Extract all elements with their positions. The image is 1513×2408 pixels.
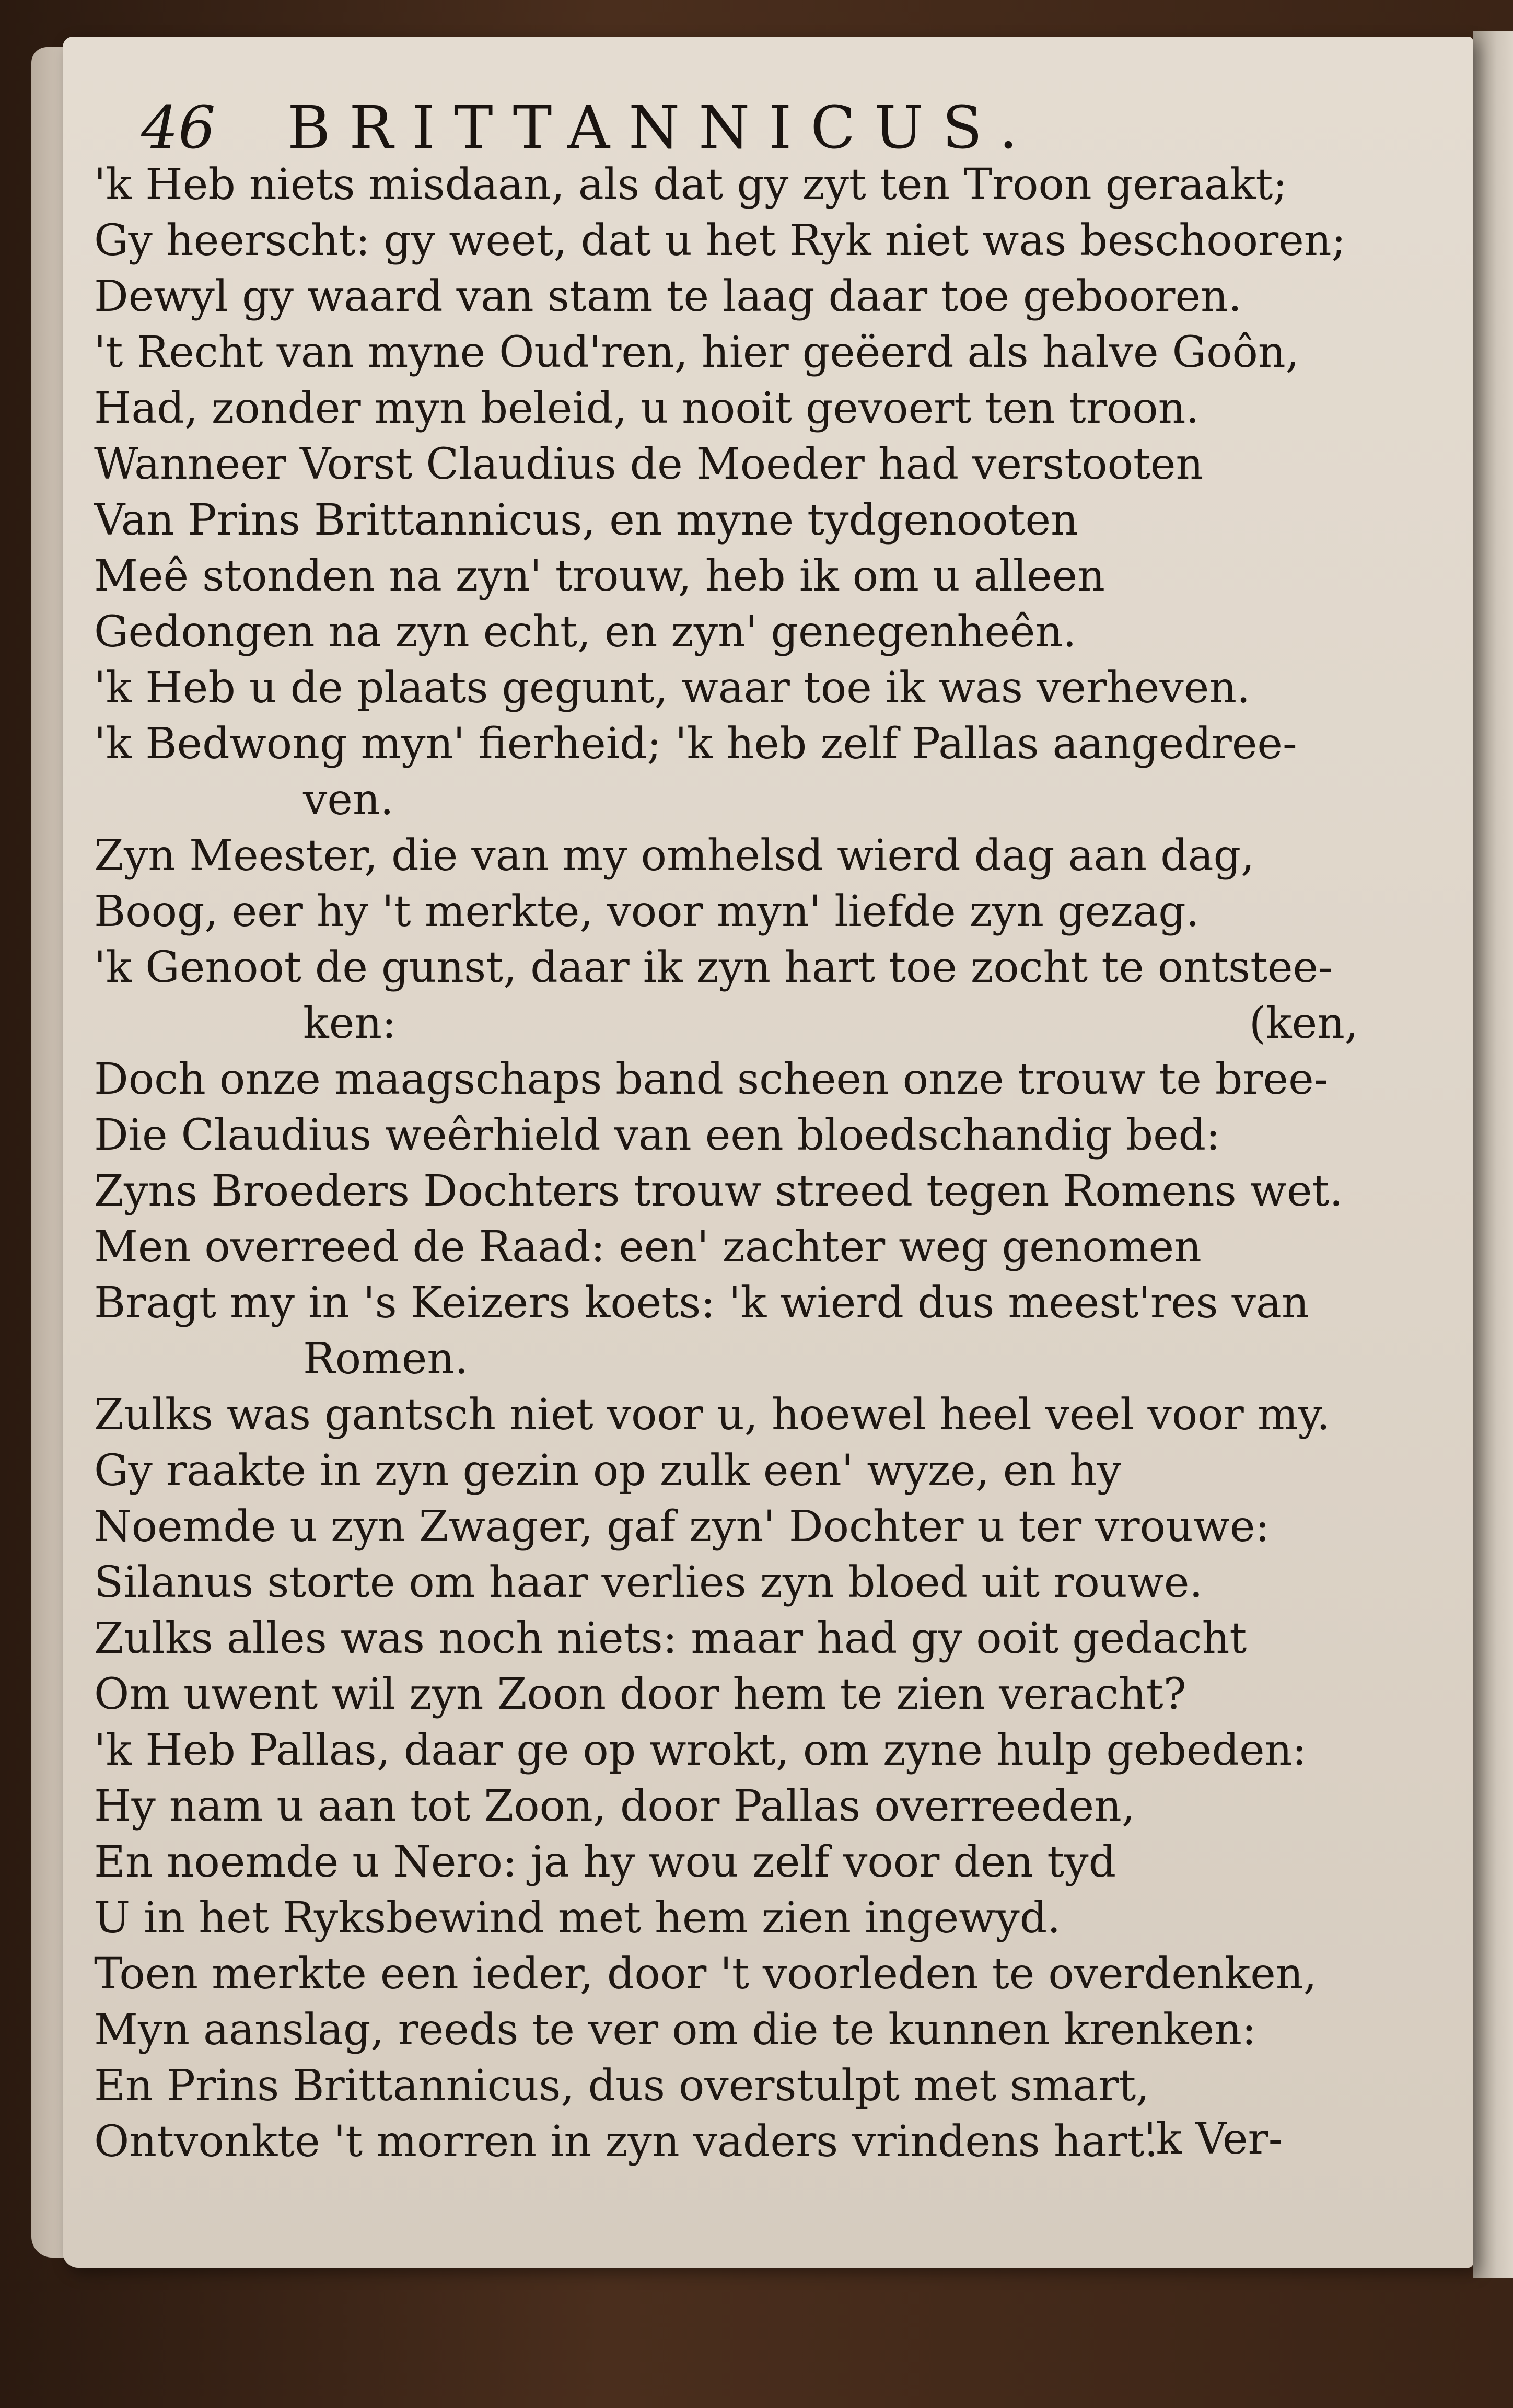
verse-line-text: Wanneer Vorst Claudius de Moeder had verstooten	[94, 439, 1204, 489]
verse-line-text: Romen.	[303, 1334, 469, 1384]
verse-line-text: Men overreed de Raad: een' zachter weg genomen	[94, 1222, 1202, 1272]
verse-line	[94, 380, 1379, 436]
verse-line	[94, 1051, 1379, 1107]
verse-line-text: 'k Heb niets misdaan, als dat gy zyt ten Troon geraakt;	[94, 160, 1288, 210]
verse-line	[94, 325, 1379, 380]
verse-line	[94, 1163, 1379, 1219]
page-number: 46	[141, 94, 216, 162]
verse-line	[94, 995, 1379, 1051]
verse-line	[94, 1107, 1379, 1163]
verse-line-text: Dewyl gy waard van stam te laag daar toe gebooren.	[94, 272, 1242, 321]
verse-line-text: Bragt my in 's Keizers koets: 'k wierd dus meest'res van	[94, 1278, 1309, 1328]
verse-line	[94, 1890, 1379, 1946]
running-title: BRITTANNICUS.	[287, 94, 1037, 162]
verse-line-text: Had, zonder myn beleid, u nooit gevoert ten troon.	[94, 384, 1200, 433]
verse-line-text: Zulks alles was noch niets: maar had gy ooit gedacht	[94, 1614, 1247, 1663]
verse-line	[94, 1555, 1379, 1611]
verse-line	[94, 1778, 1379, 1834]
verse-line	[94, 604, 1379, 660]
verse-line-text: Silanus storte om haar verlies zyn bloed uit rouwe.	[94, 1558, 1203, 1607]
page-header	[141, 89, 1186, 167]
verse-line-text: Zyn Meester, die van my omhelsd wierd dag aan dag,	[94, 831, 1255, 881]
verse-line-text: 'k Heb Pallas, daar ge op wrokt, om zyne hulp gebeden:	[94, 1726, 1307, 1775]
verse-line-text: Om uwent wil zyn Zoon door hem te zien veracht?	[94, 1670, 1186, 1719]
verse-line	[94, 1834, 1379, 1890]
verse-line	[94, 269, 1379, 325]
verse-text	[94, 157, 1379, 2170]
verse-line	[94, 1611, 1379, 1666]
verse-line-text: 'k Bedwong myn' fierheid; 'k heb zelf Pallas aangedree-	[94, 719, 1297, 769]
verse-line-text: Gy heerscht: gy weet, dat u het Ryk niet was beschooren;	[94, 216, 1346, 265]
verse-line	[94, 1666, 1379, 1722]
verse-line	[94, 548, 1379, 604]
verse-line	[94, 157, 1379, 213]
verse-line-text: Meê stonden na zyn' trouw, heb ik om u alleen	[94, 551, 1105, 601]
verse-line	[94, 884, 1379, 940]
verse-line-text: Doch onze maagschaps band scheen onze trouw te bree-	[94, 1055, 1329, 1104]
verse-line-text: 't Recht van myne Oud'ren, hier geëerd als halve Goôn,	[94, 328, 1299, 377]
verse-line-text: Gy raakte in zyn gezin op zulk een' wyze, en hy	[94, 1446, 1122, 1496]
verse-line	[94, 660, 1379, 716]
verse-line-turnup: (ken,	[1249, 999, 1358, 1048]
verse-line-text: En noemde u Nero: ja hy wou zelf voor den tyd	[94, 1837, 1116, 1887]
verse-line-text: ven.	[303, 775, 394, 825]
verse-line-text: Die Claudius weêrhield van een bloedschandig bed:	[94, 1110, 1220, 1160]
verse-line	[94, 1499, 1379, 1555]
verse-line-text: 'k Genoot de gunst, daar ik zyn hart toe zocht te ontstee-	[94, 943, 1333, 992]
verse-line	[94, 828, 1379, 884]
verse-line	[94, 436, 1379, 492]
verse-line-text: 'k Heb u de plaats gegunt, waar toe ik was verheven.	[94, 663, 1251, 713]
verse-line	[94, 772, 1379, 828]
verse-line	[94, 1331, 1379, 1387]
verse-line-text: Zyns Broeders Dochters trouw streed tegen Romens wet.	[94, 1166, 1343, 1216]
verse-line-text: Myn aanslag, reeds te ver om die te kunnen krenken:	[94, 2005, 1256, 2055]
verse-line	[94, 1387, 1379, 1443]
verse-line	[94, 1722, 1379, 1778]
verse-line	[94, 716, 1379, 772]
verse-line	[94, 940, 1379, 995]
verse-line-text: Gedongen na zyn echt, en zyn' genegenheên.	[94, 607, 1077, 657]
verse-line-text: Ontvonkte 't morren in zyn vaders vrindens hart.	[94, 2117, 1158, 2167]
verse-line	[94, 2002, 1379, 2058]
verse-line-text: Noemde u zyn Zwager, gaf zyn' Dochter u ter vrouwe:	[94, 1502, 1270, 1552]
verse-line	[94, 1219, 1379, 1275]
verse-line-text: Zulks was gantsch niet voor u, hoewel heel veel voor my.	[94, 1390, 1331, 1440]
facing-page-edge	[1473, 31, 1513, 2278]
verse-line	[94, 1946, 1379, 2002]
catchword: 'k Ver-	[1144, 2114, 1283, 2164]
verse-line-text: Toen merkte een ieder, door 't voorleden te overdenken,	[94, 1949, 1317, 1999]
verse-line-text: Van Prins Brittannicus, en myne tydgenooten	[94, 495, 1078, 545]
verse-line	[94, 2058, 1379, 2114]
verse-line	[94, 1443, 1379, 1499]
verse-line-text: Hy nam u aan tot Zoon, door Pallas overreeden,	[94, 1781, 1135, 1831]
verse-line	[94, 1275, 1379, 1331]
verse-line-text: En Prins Brittannicus, dus overstulpt met smart,	[94, 2061, 1150, 2111]
verse-line	[94, 492, 1379, 548]
verse-line-text: ken:	[303, 999, 397, 1048]
verse-line	[94, 213, 1379, 269]
verse-line-text: U in het Ryksbewind met hem zien ingewyd.	[94, 1893, 1061, 1943]
verse-line-text: Boog, eer hy 't merkte, voor myn' liefde zyn gezag.	[94, 887, 1200, 936]
